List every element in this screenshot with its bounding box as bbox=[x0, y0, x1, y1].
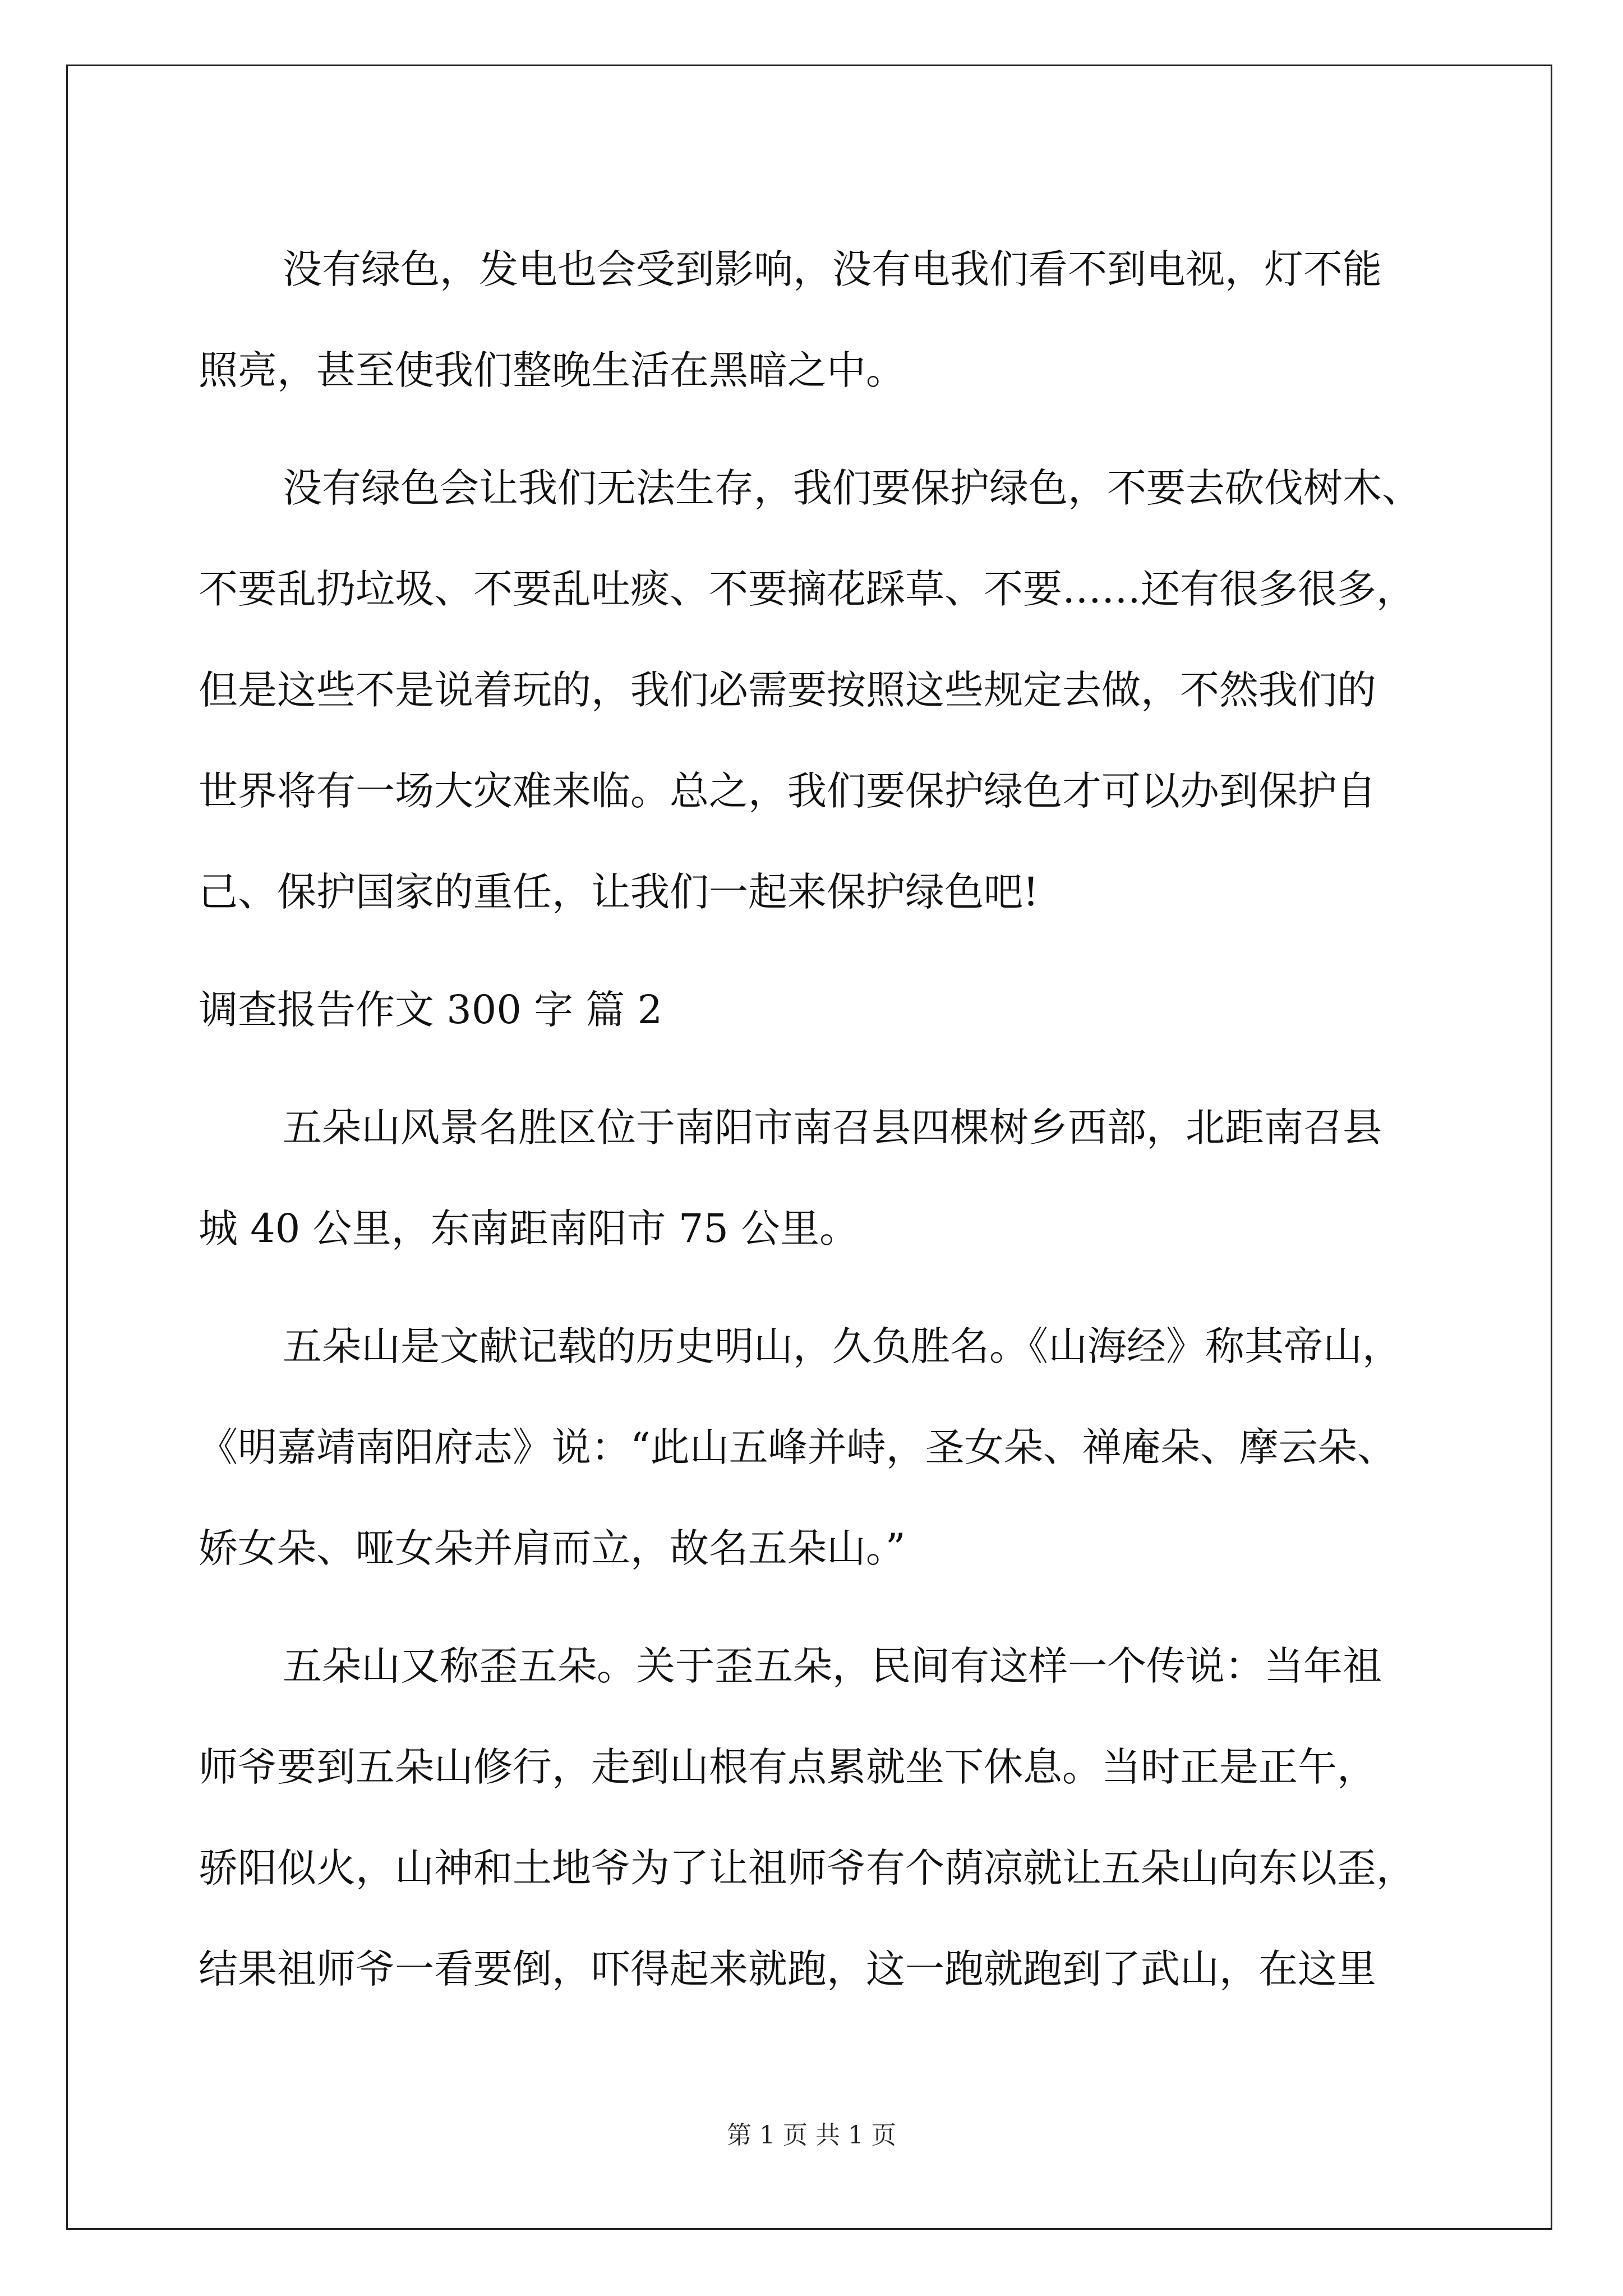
paragraph bbox=[199, 1296, 1432, 1599]
paragraph-line: 五朵山是文献记载的历史明山，久负胜名。《山海经》称其帝山， bbox=[283, 1323, 1401, 1369]
document-body bbox=[199, 219, 1432, 2036]
paragraph-line: 世界将有一场大灾难来临。总之，我们要保护绿色才可以办到保护自 bbox=[199, 768, 1376, 814]
paragraph-line: 没有绿色，发电也会受到影响，没有电我们看不到电视，灯不能 bbox=[283, 246, 1382, 292]
paragraph-line: 师爷要到五朵山修行，走到山根有点累就坐下休息。当时正是正午， bbox=[199, 1744, 1376, 1790]
paragraph bbox=[199, 1616, 1432, 2019]
paragraph-line: 己、保护国家的重任，让我们一起来保护绿色吧! bbox=[199, 869, 1039, 915]
paragraph-line: 《明嘉靖南阳府志》说：“此山五峰并峙，圣女朵、禅庵朵、摩云朵、 bbox=[199, 1424, 1396, 1470]
paragraph-line: 没有绿色会让我们无法生存，我们要保护绿色，不要去砍伐树木、 bbox=[283, 465, 1421, 511]
paragraph-line: 骄阳似火，山神和土地爷为了让祖师爷有个荫凉就让五朵山向东以歪， bbox=[199, 1845, 1415, 1891]
paragraph bbox=[199, 438, 1432, 942]
paragraph bbox=[199, 219, 1432, 421]
paragraph-line: 城 40 公里，东南距南阳市 75 公里。 bbox=[199, 1205, 859, 1251]
page-footer: 第 1 页 共 1 页 bbox=[727, 2121, 896, 2150]
paragraph-line: 照亮，甚至使我们整晚生活在黑暗之中。 bbox=[199, 347, 905, 393]
paragraph-line: 娇女朵、哑女朵并肩而立，故名五朵山。” bbox=[199, 1525, 906, 1571]
paragraph-line: 结果祖师爷一看要倒，吓得起来就跑，这一跑就跑到了武山，在这里 bbox=[199, 1946, 1376, 1992]
paragraph bbox=[199, 1077, 1432, 1279]
paragraph-line: 五朵山风景名胜区位于南阳市南召县四棵树乡西部，北距南召县 bbox=[283, 1105, 1382, 1151]
paragraph-line: 不要乱扔垃圾、不要乱吐痰、不要摘花踩草、不要……还有很多很多， bbox=[199, 566, 1415, 612]
section-heading: 调查报告作文 300 字 篇 2 bbox=[199, 987, 663, 1033]
paragraph-line: 但是这些不是说着玩的，我们必需要按照这些规定去做，不然我们的 bbox=[199, 667, 1376, 713]
paragraph-line: 五朵山又称歪五朵。关于歪五朵，民间有这样一个传说：当年祖 bbox=[283, 1643, 1382, 1689]
